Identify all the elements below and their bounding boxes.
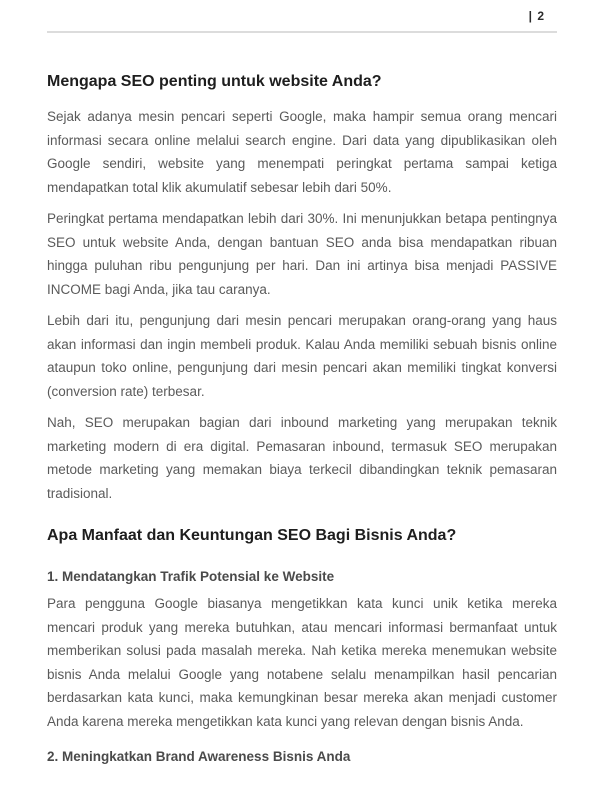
section-heading-benefits-seo: Apa Manfaat dan Keuntungan SEO Bagi Bisnis Anda? <box>47 527 457 544</box>
paragraph-search-engine-data: Sejak adanya mesin pencari seperti Google, maka hampir semua orang mencari informasi secara online melalui search engine. Dari data yang dipublikasikan oleh Google sendiri, website yang menempati peringkat pertama sampai ketiga mendapatkan total klik akumulatif sebesar lebih dari 50%. <box>47 109 557 195</box>
page-number: | 2 <box>528 9 545 23</box>
section-heading-why-seo: Mengapa SEO penting untuk website Anda? <box>47 73 382 90</box>
subheading-potential-traffic: 1. Mendatangkan Trafik Potensial ke Website <box>47 569 335 584</box>
document-content <box>47 73 557 764</box>
header-divider <box>47 31 557 33</box>
paragraph-first-rank-passive-income: Peringkat pertama mendapatkan lebih dari 30%. Ini menunjukkan betapa pentingnya SEO untuk website Anda, dengan bantuan SEO anda bisa mendapatkan ribuan hingga puluhan ribu pengunjung per hari. Dan ini artinya bisa menjadi PASSIVE INCOME bagi Anda, jika tau caranya. <box>47 211 557 297</box>
paragraph-conversion-rate: Lebih dari itu, pengunjung dari mesin pencari merupakan orang-orang yang haus akan informasi dan ingin membeli produk. Kalau Anda memiliki sebuah bisnis online ataupun toko online, pengunjung dari mesin pencari akan memiliki tingkat konversi (conversion rate) terbesar. <box>47 313 557 399</box>
page-header <box>47 0 557 33</box>
subheading-brand-awareness: 2. Meningkatkan Brand Awareness Bisnis Anda <box>47 749 351 764</box>
paragraph-google-keywords-customers: Para pengguna Google biasanya mengetikkan kata kunci unik ketika mereka mencari produk yang mereka butuhkan, atau mencari informasi bermanfaat untuk memberikan solusi pada masalah mereka. Nah ketika mereka menemukan website bisnis Anda melalui Google yang notabene selalu menampilkan hasil pencarian berdasarkan kata kunci, maka kemungkinan besar mereka akan menjadi customer Anda karena mereka mengetikkan kata kunci yang relevan dengan bisnis Anda. <box>47 596 557 729</box>
paragraph-inbound-marketing: Nah, SEO merupakan bagian dari inbound marketing yang merupakan teknik marketing modern di era digital. Pemasaran inbound, termasuk SEO merupakan metode marketing yang memakan biaya terkecil dibandingkan teknik pemasaran tradisional. <box>47 415 557 501</box>
